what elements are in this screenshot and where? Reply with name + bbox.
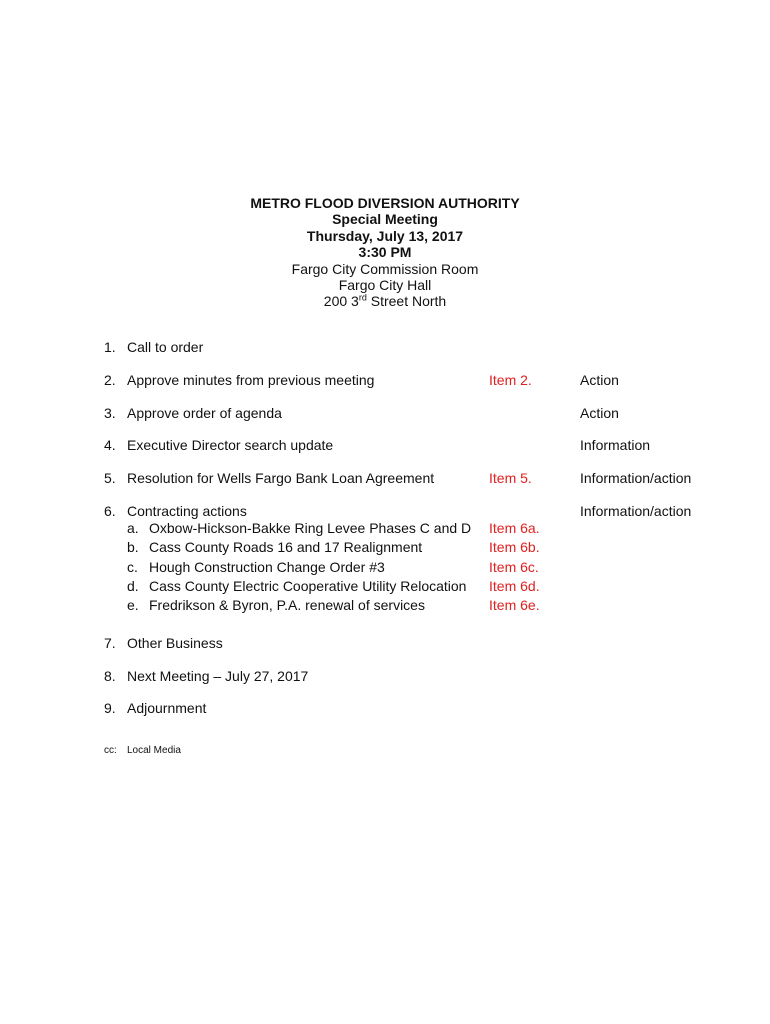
agenda-item-text: Resolution for Wells Fargo Bank Loan Agreement (127, 470, 435, 486)
agenda-item-text: Approve minutes from previous meeting (127, 372, 375, 388)
sub-item-letter: d. (127, 578, 139, 594)
agenda-item-number: 2. (104, 372, 116, 388)
sub-item-reference: Item 6a. (489, 520, 540, 536)
organization-name: METRO FLOOD DIVERSION AUTHORITY (250, 195, 520, 211)
agenda-item-text: Next Meeting – July 27, 2017 (127, 668, 309, 684)
agenda-item-number: 8. (104, 668, 116, 684)
agenda-item-reference: Item 5. (489, 470, 532, 486)
meeting-building: Fargo City Hall (338, 277, 432, 294)
agenda-item-type: Information/action (580, 470, 692, 486)
sub-item-text: Fredrikson & Byron, P.A. renewal of services (149, 597, 425, 613)
agenda-item-number: 1. (104, 339, 116, 355)
address-superscript: rd (358, 292, 367, 303)
agenda-item-text: Other Business (127, 635, 223, 651)
sub-item-reference: Item 6e. (489, 597, 540, 613)
meeting-time: 3:30 PM (358, 244, 412, 261)
address-suffix: Street North (366, 293, 447, 310)
agenda-item-number: 6. (104, 503, 116, 519)
agenda-item-type: Action (580, 372, 619, 388)
meeting-date: Thursday, July 13, 2017 (306, 227, 464, 244)
sub-item-text: Cass County Roads 16 and 17 Realignment (149, 539, 423, 555)
agenda-item-type: Information/action (580, 503, 692, 519)
sub-item-letter: a. (127, 520, 139, 536)
sub-item-reference: Item 6c. (489, 559, 539, 575)
agenda-item-number: 9. (104, 700, 116, 716)
agenda-item-text: Contracting actions (127, 503, 247, 519)
meeting-type: Special Meeting (332, 211, 438, 228)
agenda-item-type: Action (580, 405, 619, 421)
address-prefix: 200 3 (323, 293, 359, 310)
agenda-item-number: 3. (104, 405, 116, 421)
meeting-room: Fargo City Commission Room (291, 260, 479, 277)
sub-item-letter: b. (127, 539, 139, 555)
sub-item-letter: c. (127, 559, 138, 575)
sub-item-reference: Item 6d. (489, 578, 540, 594)
sub-item-text: Cass County Electric Cooperative Utility Relocation (149, 578, 467, 594)
sub-item-letter: e. (127, 597, 139, 613)
agenda-item-text: Approve order of agenda (127, 405, 282, 421)
agenda-item-text: Executive Director search update (127, 437, 334, 453)
agenda-item-number: 5. (104, 470, 116, 486)
agenda-item-text: Call to order (127, 339, 204, 355)
agenda-item-number: 4. (104, 437, 116, 453)
agenda-item-type: Information (580, 437, 651, 453)
agenda-item-text: Adjournment (127, 700, 207, 716)
cc-recipient: Local Media (127, 745, 181, 756)
sub-item-text: Oxbow-Hickson-Bakke Ring Levee Phases C and D (149, 520, 472, 536)
sub-item-text: Hough Construction Change Order #3 (149, 559, 385, 575)
agenda-item-number: 7. (104, 635, 116, 651)
sub-item-reference: Item 6b. (489, 539, 540, 555)
cc-label: cc: (104, 745, 117, 756)
agenda-item-reference: Item 2. (489, 372, 532, 388)
